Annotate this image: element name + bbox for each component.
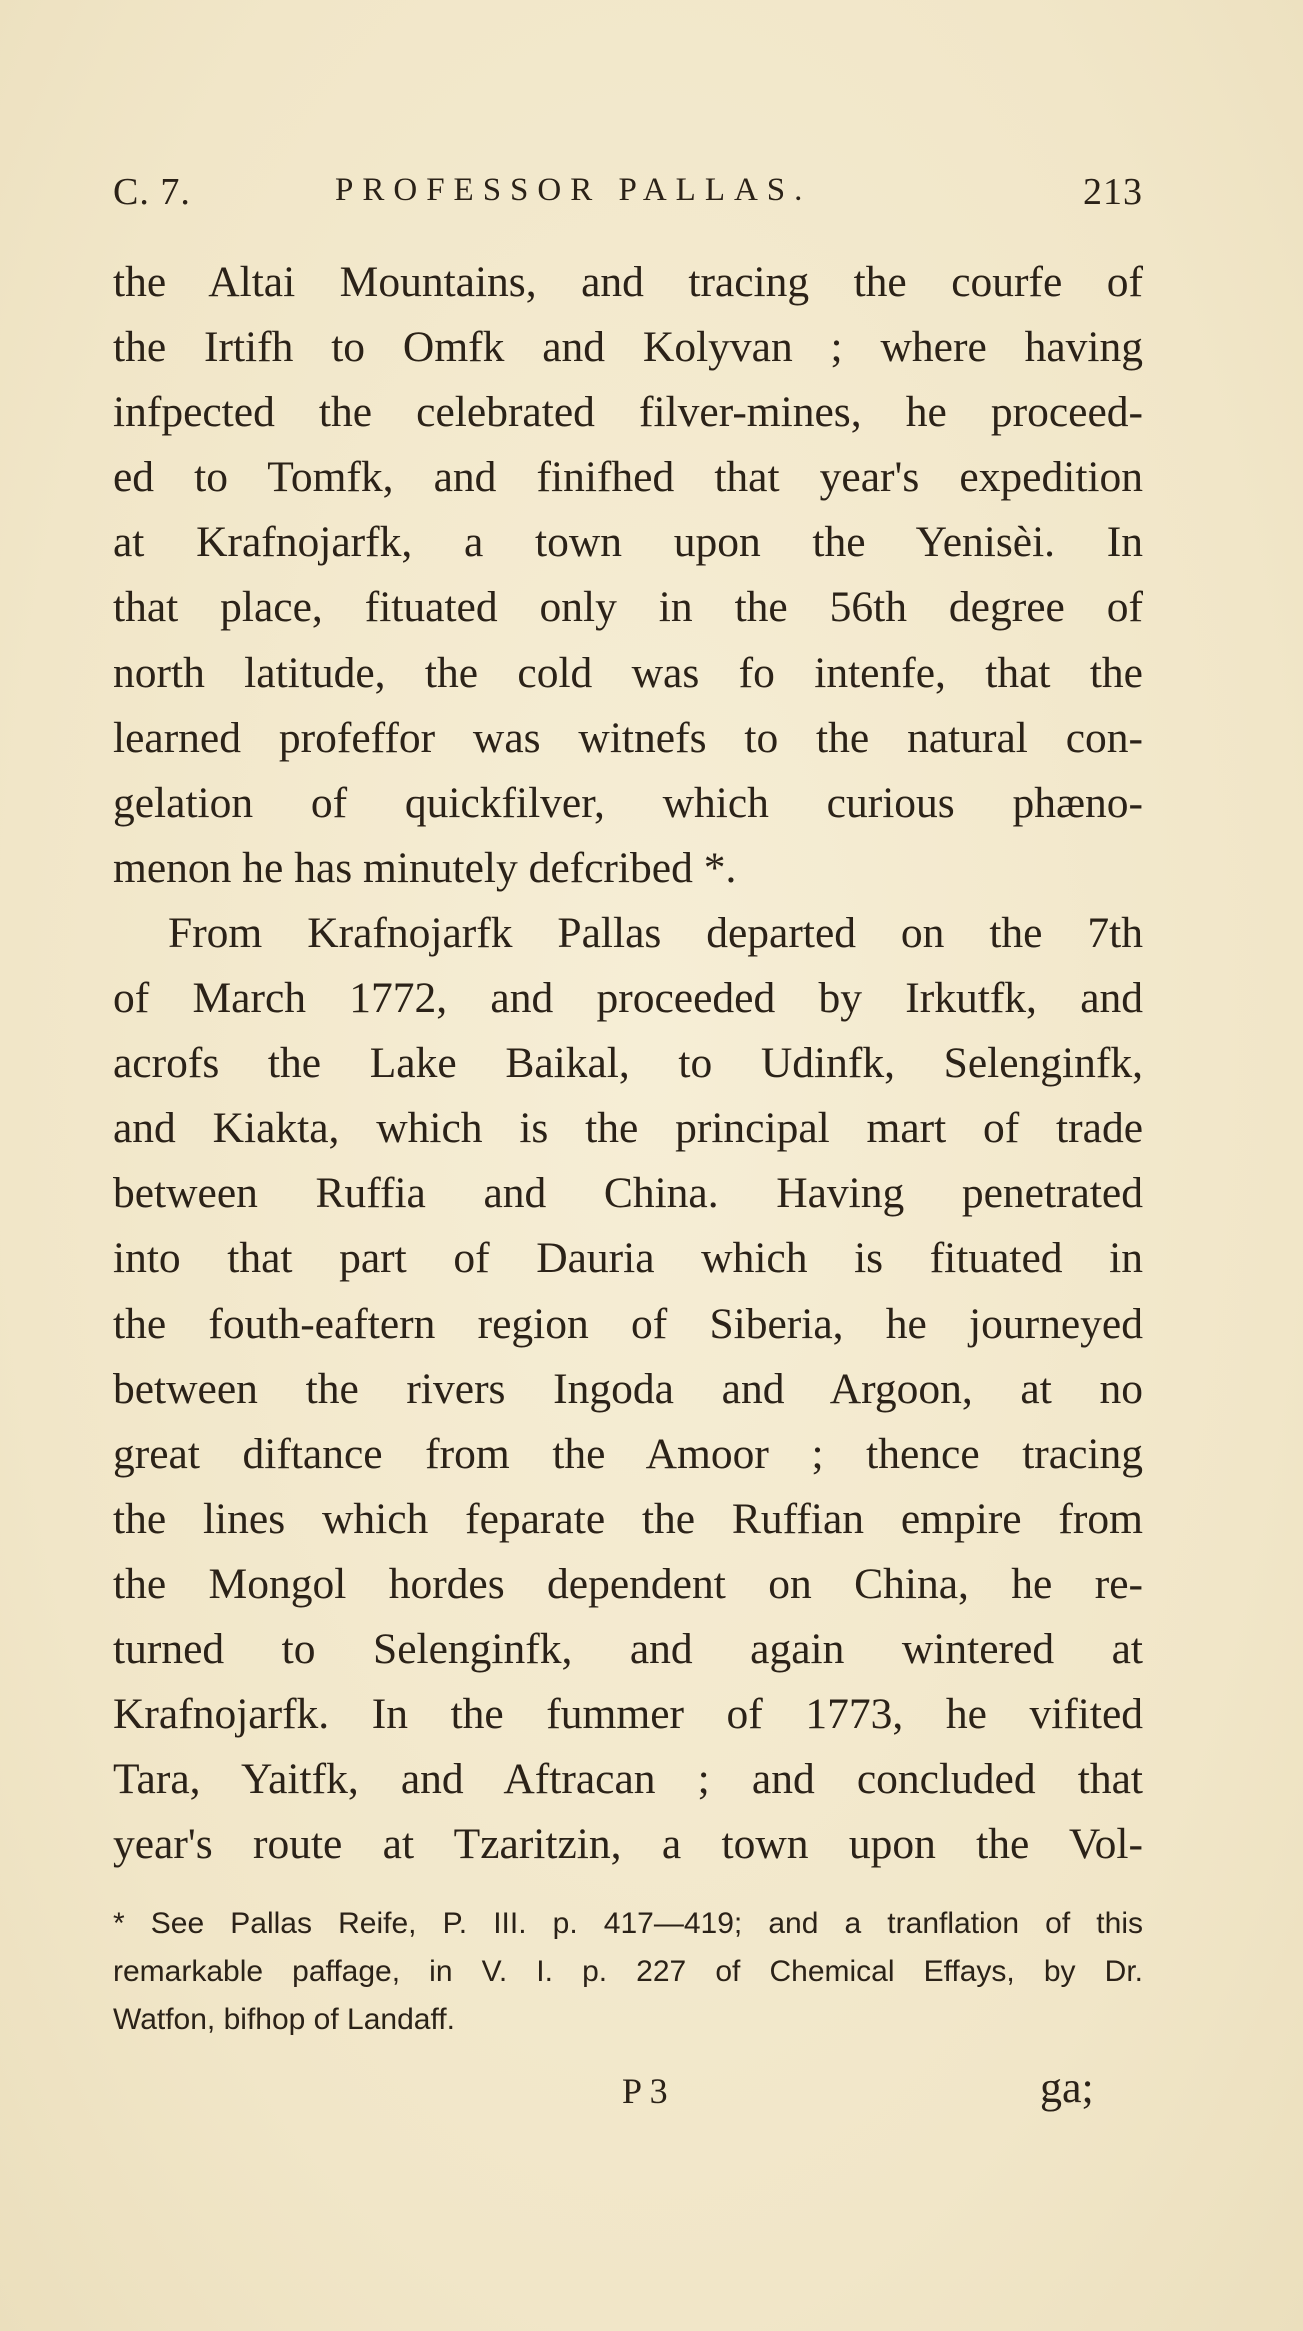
text-line: between Ruffia and China. Having penetrated [113,1169,1143,1218]
text-line: Krafnojarfk. In the fummer of 1773, he vifited [113,1690,1143,1739]
text-line: the fouth-eaftern region of Siberia, he journeyed [113,1299,1143,1348]
text-line: ed to Tomfk, and finifhed that year's expedition [113,453,1143,502]
running-title: PROFESSOR PALLAS. [335,172,812,208]
text-line: at Krafnojarfk, a town upon the Yenisèi. In [113,518,1143,567]
page-number: 213 [1083,171,1143,213]
footnote-line: Watfon, bifhop of Landaff. [113,2003,455,2036]
text-line: year's route at Tzaritzin, a town upon the Vol- [113,1820,1143,1869]
signature-mark: P 3 [622,2071,668,2111]
text-line: the lines which feparate the Ruffian empire from [113,1494,1143,1543]
text-line: learned profeffor was witnefs to the natural con- [113,713,1143,762]
text-line: turned to Selenginfk, and again wintered at [113,1624,1143,1673]
text-line: north latitude, the cold was fo intenfe, that the [113,648,1143,697]
text-line: the Irtifh to Omfk and Kolyvan ; where having [113,323,1143,372]
text-line: great diftance from the Amoor ; thence tracing [113,1429,1143,1478]
text-line: infpected the celebrated filver-mines, he proceed- [113,388,1143,437]
paragraph-start-line: From Krafnojarfk Pallas departed on the 7th [168,908,1143,957]
text-line: the Mongol hordes dependent on China, he re- [113,1559,1143,1608]
footnote-line: * See Pallas Reife, P. III. p. 417—419; and a tranflation of this [113,1907,1143,1940]
chapter-number: C. 7. [113,171,191,213]
text-line: into that part of Dauria which is fituated in [113,1234,1143,1283]
text-line: Tara, Yaitfk, and Aftracan ; and concluded that [113,1755,1143,1804]
text-line: gelation of quickfilver, which curious phæno- [113,778,1143,827]
text-line: between the rivers Ingoda and Argoon, at no [113,1364,1143,1413]
text-line: acrofs the Lake Baikal, to Udinfk, Selenginfk, [113,1039,1143,1088]
footnote-line: remarkable paffage, in V. I. p. 227 of Chemical Effays, by Dr. [113,1955,1143,1988]
body-text [113,250,1143,1877]
text-line: of March 1772, and proceeded by Irkutfk, and [113,974,1143,1023]
text-line: that place, fituated only in the 56th degree of [113,583,1143,632]
running-head [113,170,1143,220]
catchword: ga; [1040,2063,1094,2112]
footnote [113,1900,1143,2044]
text-line: and Kiakta, which is the principal mart of trade [113,1104,1143,1153]
paragraph-end-line: menon he has minutely defcribed *. [113,843,737,892]
text-line: the Altai Mountains, and tracing the courfe of [113,258,1143,306]
